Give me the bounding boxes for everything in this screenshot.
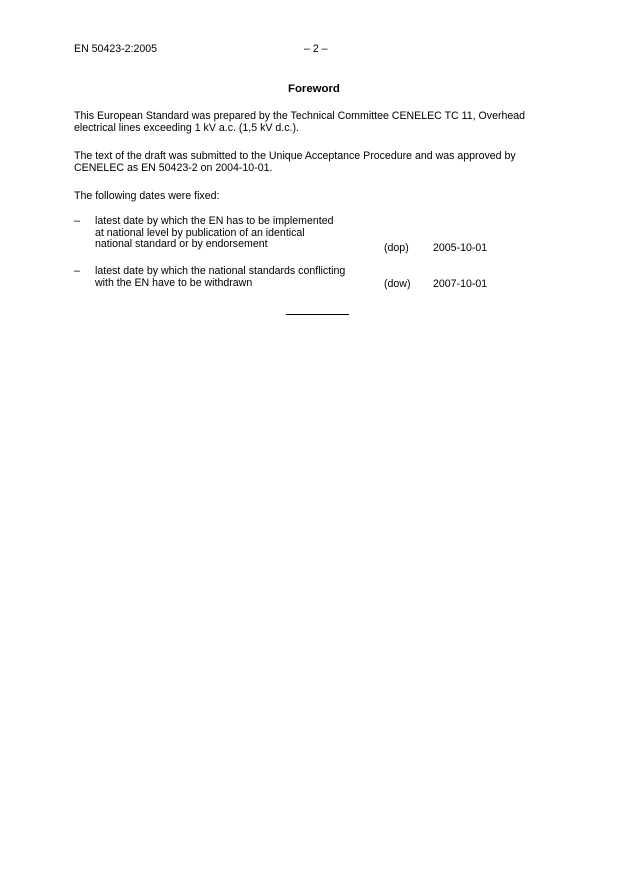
date-value: 2005-10-01 [433,242,488,254]
paragraph-line: This European Standard was prepared by the Technical Committee CENELEC TC 11, Overhead [74,110,526,122]
paragraph-approval [74,151,564,174]
document-id: EN 50423-2:2005 [74,43,158,55]
paragraph-line: CENELEC as EN 50423-2 on 2004-10-01. [74,161,273,174]
date-entry-description [95,266,345,289]
paragraph-committee [74,111,564,134]
date-value: 2007-10-01 [433,278,488,290]
date-code: (dow) [384,278,411,290]
paragraph-dates-intro: The following dates were fixed: [74,190,220,202]
list-dash: – [74,215,80,227]
paragraph-line: electrical lines exceeding 1 kV a.c. (1,5 kV d.c.). [74,121,299,134]
description-line: latest date by which the EN has to be implemented [95,215,334,227]
page-number: – 2 – [304,43,328,55]
date-entry-description [95,216,334,251]
list-dash: – [74,265,80,277]
foreword-title: Foreword [288,83,340,95]
paragraph-line: The text of the draft was submitted to the Unique Acceptance Procedure and was approved by [74,150,516,162]
end-rule [286,314,349,315]
description-line: at national level by publication of an identical [95,226,305,239]
description-line: latest date by which the national standards conflicting [95,265,346,277]
description-line: national standard or by endorsement [95,238,268,251]
date-code: (dop) [384,242,409,254]
description-line: with the EN have to be withdrawn [95,276,253,289]
